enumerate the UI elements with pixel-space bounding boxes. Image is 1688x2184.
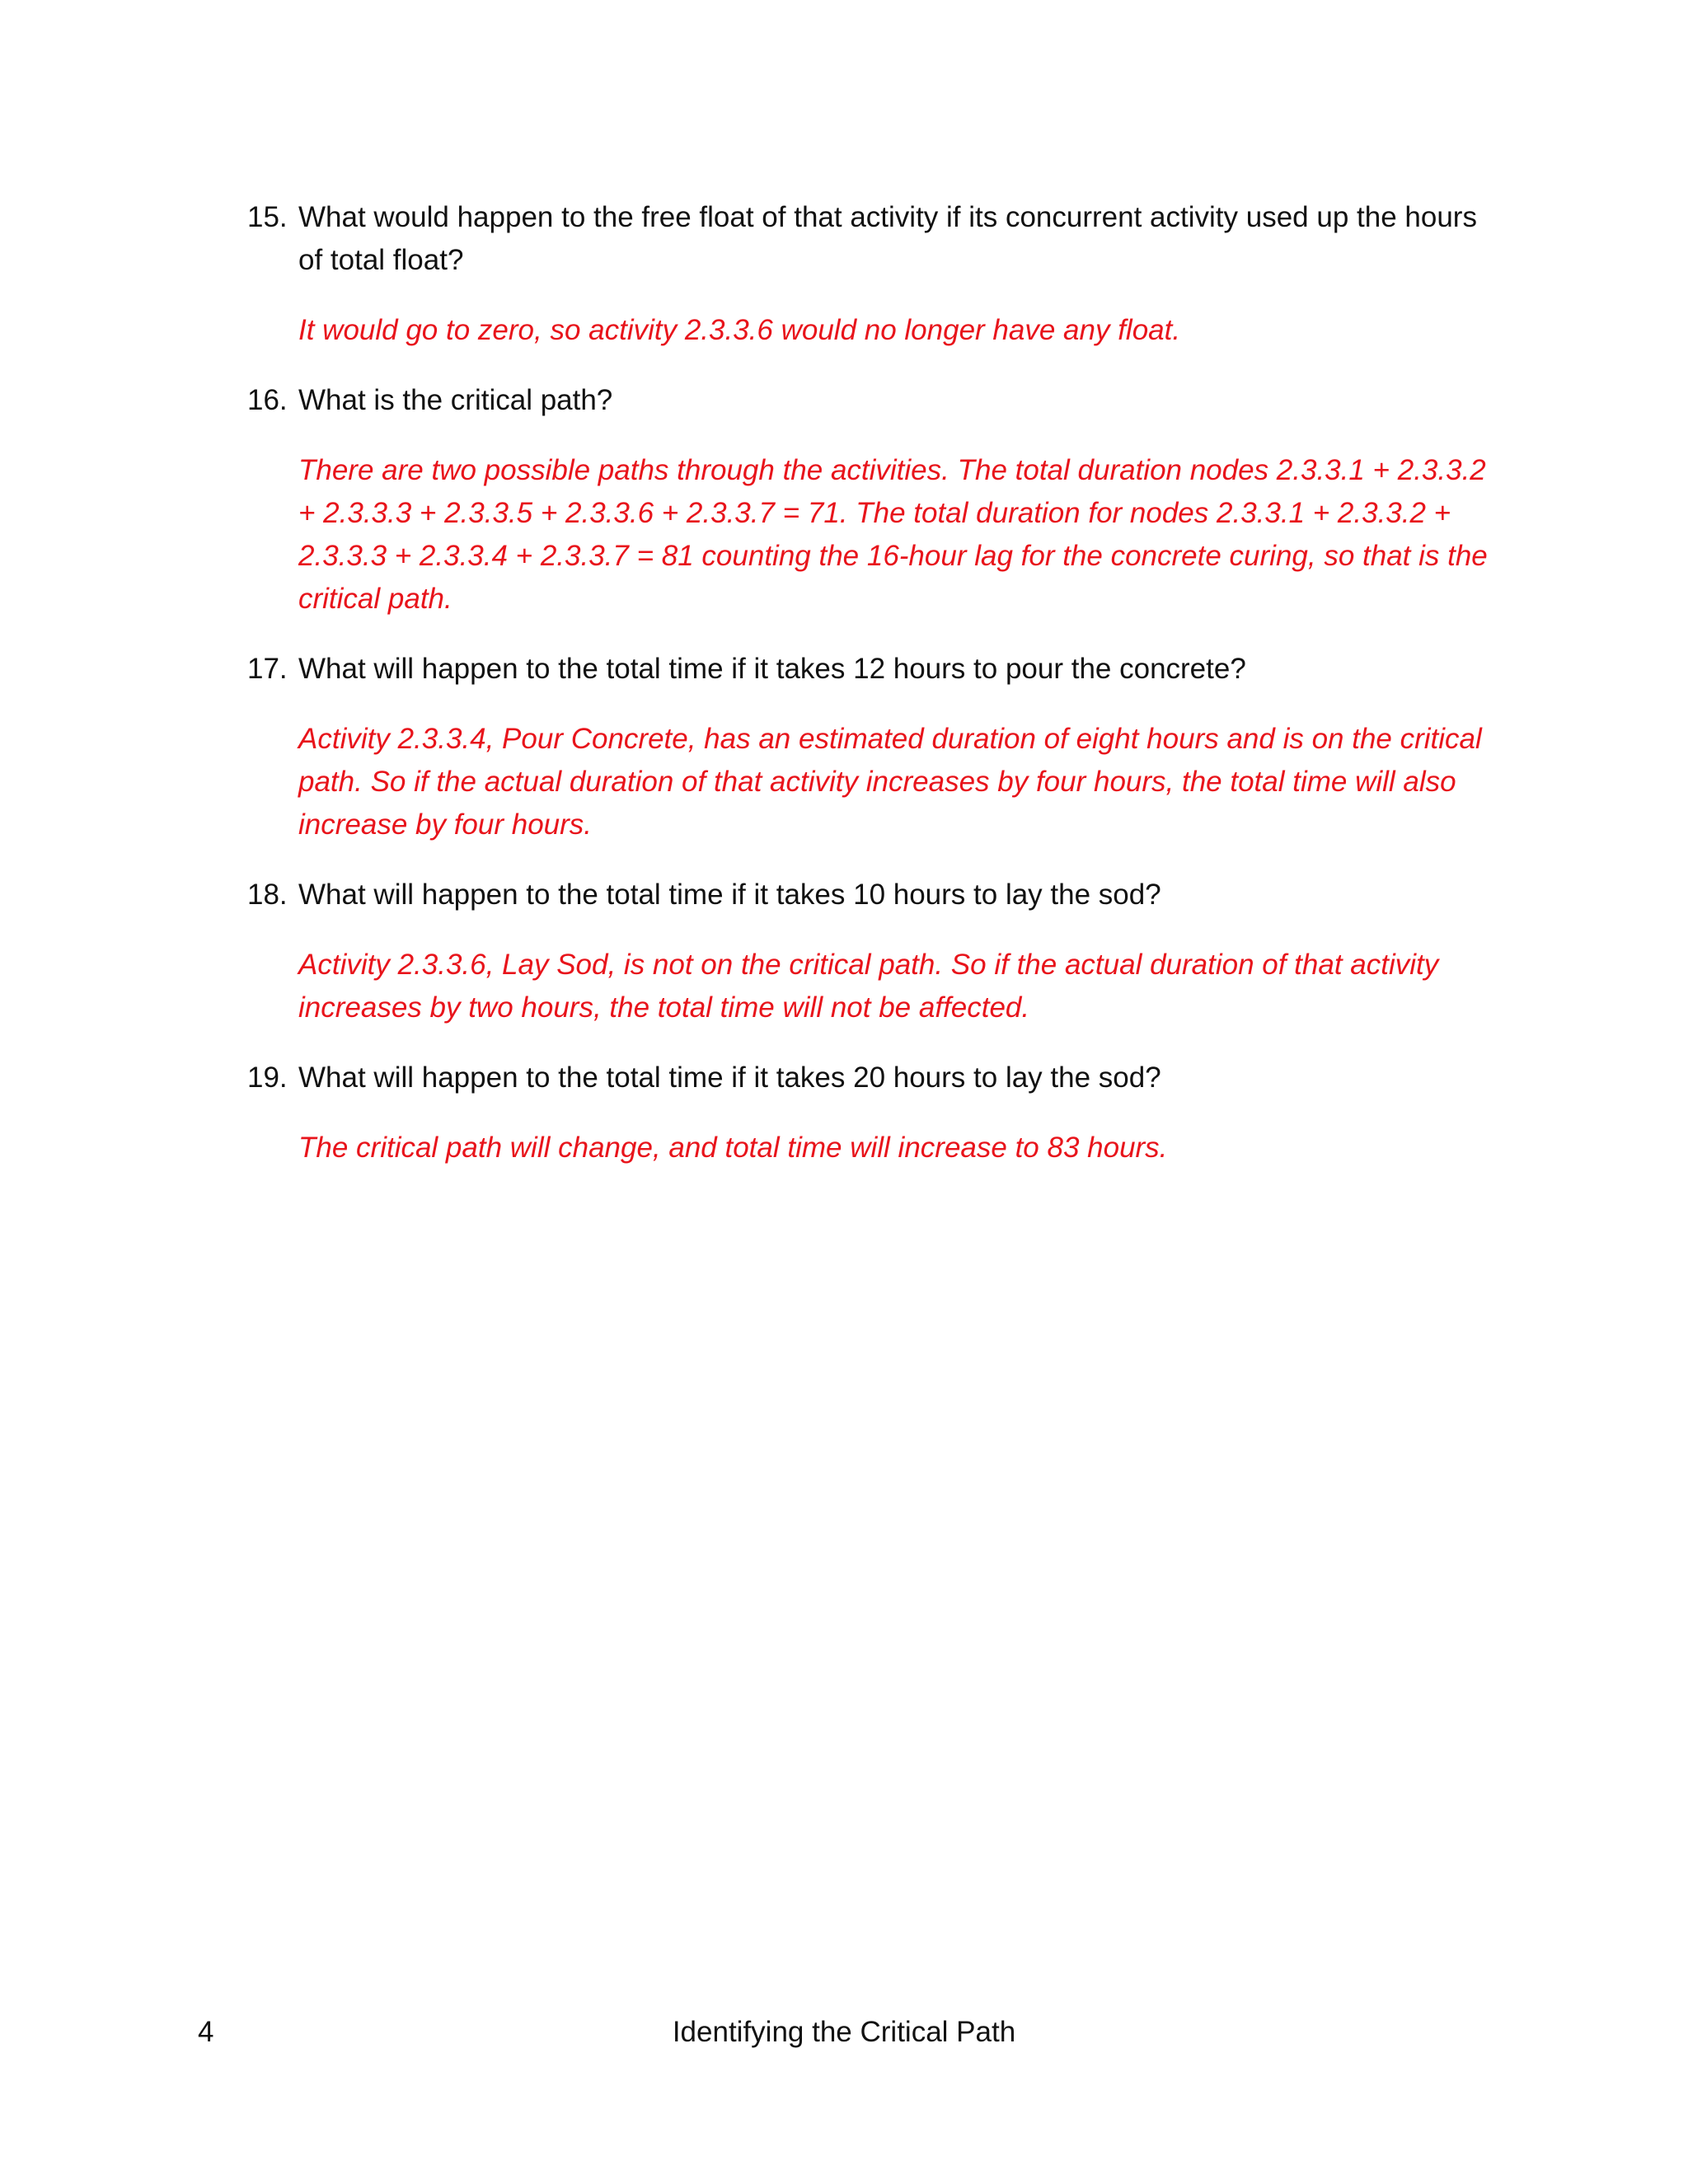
page-number: 4 [198, 2016, 214, 2048]
question-number: 16. [247, 384, 288, 416]
answer-16: There are two possible paths through the activities. The total duration nodes 2.3.3.1 + 2.3.3.2 + 2.3.3.3 + 2.3.3.5 + 2.3.3.6 + 2.3.3.7 = 71. The total duration for nodes 2.3.3.1 + 2.3.3.2 + 2.3.3.3 + 2.3.3.4 + 2.3.3.7 = 81 counting the 16-hour lag for the concrete curing, so that is the critical path. [298, 454, 1488, 615]
question-list [247, 196, 1500, 1197]
question-number: 19. [247, 1062, 288, 1094]
footer-title: Identifying the Critical Path [672, 2016, 1016, 2048]
question-17 [247, 648, 1500, 691]
question-number: 18. [247, 879, 288, 911]
question-18 [247, 874, 1500, 916]
question-text: What will happen to the total time if it takes 12 hours to pour the concrete? [298, 653, 1246, 685]
question-number: 17. [247, 653, 288, 685]
question-19 [247, 1057, 1500, 1099]
question-16 [247, 379, 1500, 422]
answer-18: Activity 2.3.3.6, Lay Sod, is not on the critical path. So if the actual duration of that activity increases by two hours, the total time will not be affected. [298, 949, 1439, 1024]
question-text: What is the critical path? [298, 384, 613, 416]
answer-17: Activity 2.3.3.4, Pour Concrete, has an estimated duration of eight hours and is on the critical path. So if the actual duration of that activity increases by four hours, the total time will also increase by four hours. [298, 723, 1482, 841]
question-text: What will happen to the total time if it takes 10 hours to lay the sod? [298, 879, 1161, 911]
question-number: 15. [247, 201, 288, 233]
answer-15: It would go to zero, so activity 2.3.3.6 would no longer have any float. [298, 314, 1181, 346]
question-text: What will happen to the total time if it takes 20 hours to lay the sod? [298, 1062, 1161, 1094]
question-15 [247, 196, 1500, 282]
answer-19: The critical path will change, and total time will increase to 83 hours. [298, 1132, 1168, 1164]
question-text: What would happen to the free float of that activity if its concurrent activity used up the hours of total float? [298, 201, 1477, 276]
